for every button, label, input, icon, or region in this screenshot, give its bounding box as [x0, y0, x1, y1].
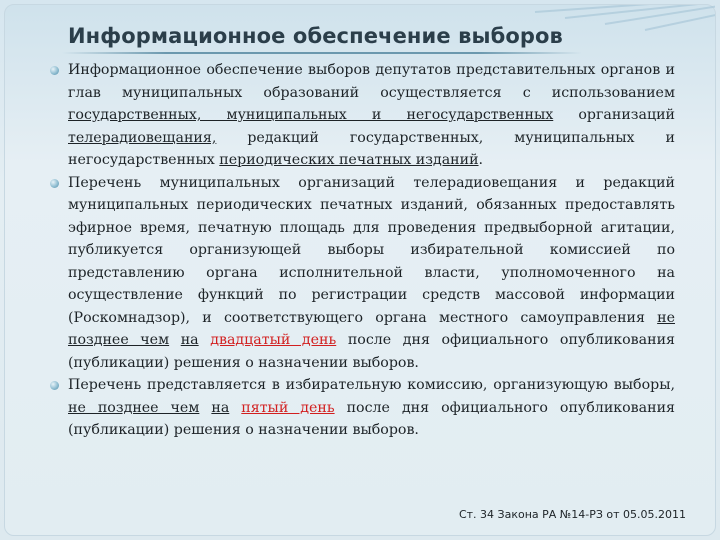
bullet-item-1 — [48, 59, 675, 172]
bullet-text: Перечень муниципальных организаций телерадиовещания и редакций муниципальных периодических печатных изданий, обязанных предоставлять эфирное время, печатную площадь для проведения предвыборной агитации, публикуется организующей выборы избирательной комиссией по представлению органа исполнительной власти, уполномоченного на осуществление функций по регистрации средств массовой информации (Роскомнадзор), и соответствующего органа местного самоуправления — [68, 174, 675, 326]
underlined-text: на — [180, 332, 199, 348]
bullet-text: Перечень представляется в избирательную комиссию, организующую выборы, — [68, 377, 675, 393]
underlined-text: на — [211, 399, 230, 416]
bullet-icon — [50, 381, 59, 390]
slide-title: Информационное обеспечение выборов — [68, 24, 563, 48]
bullet-item-2 — [48, 172, 675, 375]
bullet-item-3 — [48, 374, 675, 442]
underlined-text: телерадиовещания, — [68, 129, 217, 146]
bullet-text — [229, 400, 241, 416]
bullet-text: после дня официального опубликования (публикации) решения о назначении выборов. — [68, 332, 675, 371]
underlined-text: не позднее чем — [68, 309, 675, 348]
bullet-text — [199, 400, 211, 416]
source-citation: Ст. 34 Закона РА №14-РЗ от 05.05.2011 — [458, 508, 686, 521]
highlighted-deadline: двадцатый день — [210, 332, 337, 348]
bullet-text: Информационное обеспечение выборов депутатов представительных органов и глав муниципальных образований осуществляется с использованием — [68, 62, 675, 101]
bullet-icon — [50, 66, 59, 75]
bullet-text: организаций — [553, 107, 676, 123]
bullet-text: после дня официального опубликования (публикации) решения о назначении выборов. — [68, 399, 675, 438]
underlined-text: не позднее чем — [68, 399, 200, 416]
underlined-text: периодических печатных изданий — [219, 152, 479, 168]
title-underline — [62, 52, 582, 54]
bullet-text: . — [478, 152, 484, 168]
highlighted-deadline: пятый день — [241, 399, 335, 416]
bullet-list — [48, 59, 675, 442]
bullet-icon — [50, 179, 59, 188]
underlined-text: государственных, муниципальных и негосударственных — [68, 107, 554, 123]
bullet-text — [199, 332, 211, 348]
bullet-text — [169, 332, 181, 348]
bullet-text: редакций государственных, муниципальных и негосударственных — [68, 129, 675, 168]
